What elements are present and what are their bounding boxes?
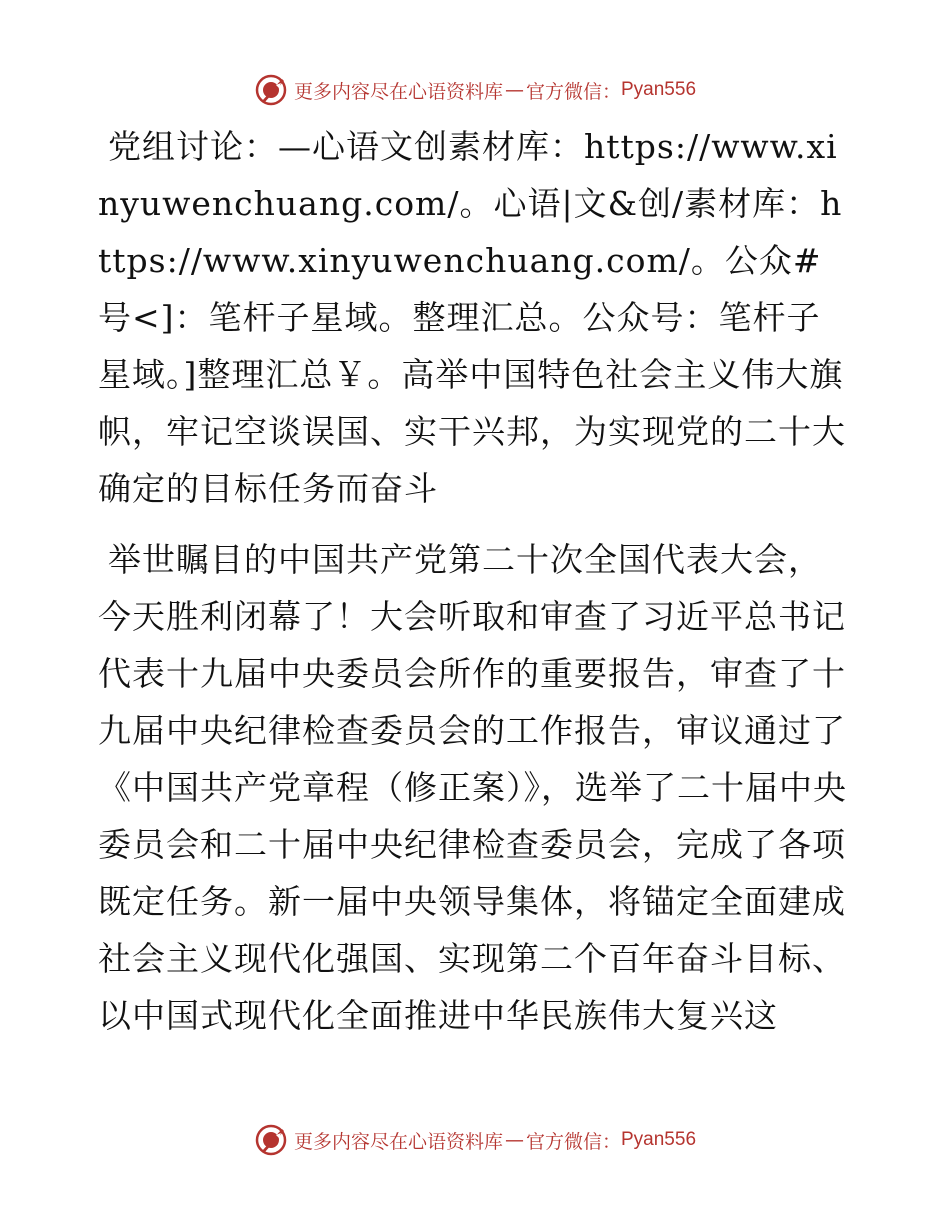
wechat-label: 官方微信： [525,1130,621,1153]
header-banner [0,70,950,110]
wechat-label: 官方微信： [525,80,621,103]
wechat-handle: Pyan556 [621,79,697,100]
banner-text: 更多内容尽在心语资料库 [293,1130,503,1153]
wechat-handle: Pyan556 [621,1129,697,1150]
paragraph-2: 举世瞩目的中国共产党第二十次全国代表大会，今天胜利闭幕了！大会听取和审查了习近平总书记代表十九届中央委员会所作的重要报告，审查了十九届中央纪律检查委员会的工作报告，审议通过了《中国共产党章程（修正案）》，选举了二十届中央委员会和二十届中央纪律检查委员会，完成了各项既定任务。新一届中央领导集体，将锚定全面建成社会主义现代化强国、实现第二个百年奋斗目标、以中国式现代化全面推进中华民族伟大复兴这 [98,540,847,1035]
pen-logo-icon [254,73,288,107]
document-body [98,118,854,1044]
banner-separator: — [504,79,524,101]
pen-logo-icon [254,1123,288,1157]
banner-text: 更多内容尽在心语资料库 [293,80,503,103]
banner-separator: — [504,1129,524,1151]
footer-banner [0,1120,950,1160]
paragraph-1: 党组讨论：—心语文创素材库：https://www.xinyuwenchuang.com/。心语|文&创/素材库：https://www.xinyuwenchuang.com/。公众#号<]：笔杆子星域。整理汇总。公众号：笔杆子星域。]整理汇总￥。高举中国特色社会主义伟大旗帜，牢记空谈误国、实干兴邦，为实现党的二十大确定的目标任务而奋斗 [98,127,846,508]
